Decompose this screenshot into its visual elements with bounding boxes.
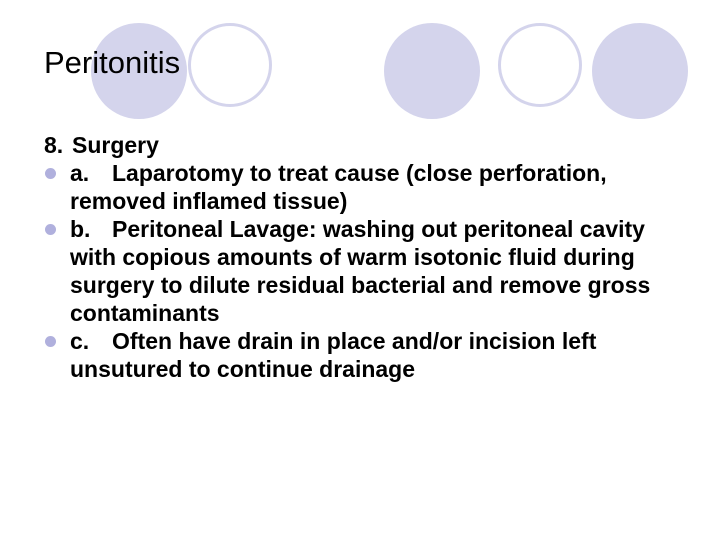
decorative-circle-ring xyxy=(188,23,272,107)
item-text: Laparotomy to treat cause (close perforation, removed inflamed tissue) xyxy=(70,160,607,214)
bullet-icon xyxy=(45,224,56,235)
section-heading-text: Surgery xyxy=(72,132,159,158)
item-text: Often have drain in place and/or incision left unsutured to continue drainage xyxy=(70,328,597,382)
section-number: 8. xyxy=(44,132,64,158)
decorative-circle-filled xyxy=(592,23,688,119)
item-letter: c. xyxy=(70,328,90,354)
item-letter: a. xyxy=(70,160,90,186)
bullet-icon xyxy=(45,168,56,179)
slide-body xyxy=(44,131,694,383)
decorative-circle-filled xyxy=(384,23,480,119)
section-heading xyxy=(44,131,694,159)
bullet-item xyxy=(44,215,694,327)
bullet-icon xyxy=(45,336,56,347)
decorative-circle-ring xyxy=(498,23,582,107)
bullet-item xyxy=(44,327,694,383)
item-letter: b. xyxy=(70,216,91,242)
item-text: Peritoneal Lavage: washing out peritoneal cavity with copious amounts of warm isotonic fluid during surgery to dilute residual bacterial and remove gross contaminants xyxy=(70,216,651,326)
slide-title: Peritonitis xyxy=(44,45,181,80)
bullet-item xyxy=(44,159,694,215)
